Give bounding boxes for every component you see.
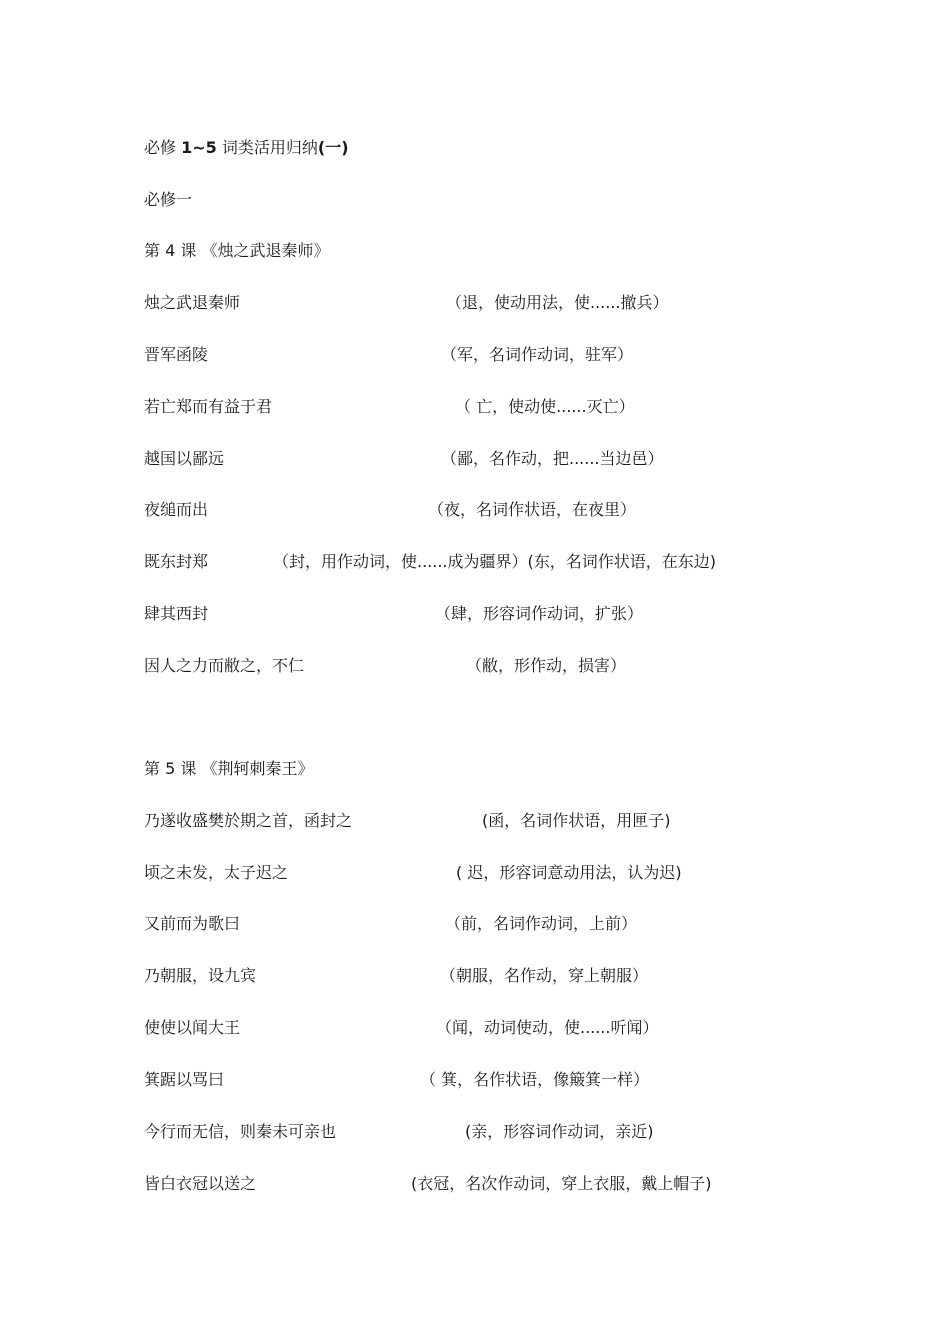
example-sentence: 越国以鄙远 — [144, 449, 225, 468]
example-explanation: （军，名词作动词，驻军） — [441, 345, 634, 364]
example-sentence: 烛之武退秦师 — [144, 293, 241, 312]
example-sentence: 使使以闻大王 — [144, 1018, 241, 1037]
example-sentence: 乃朝服，设九宾 — [144, 966, 257, 985]
title-prefix: 必修 — [144, 138, 177, 157]
example-sentence: 既东封郑 — [144, 552, 209, 571]
example-sentence: 又前而为歌曰 — [144, 914, 241, 933]
lesson-heading: 第 4 课 《烛之武退秦师》 — [144, 241, 330, 260]
example-explanation: （肆，形容词作动词，扩张） — [435, 604, 644, 623]
book-heading: 必修一 — [144, 190, 193, 209]
example-sentence: 乃遂收盛樊於期之首，函封之 — [144, 811, 353, 830]
example-explanation: （闻，动词使动，使......听闻） — [436, 1018, 659, 1037]
example-sentence: 顷之未发，太子迟之 — [144, 863, 289, 882]
example-explanation: （敝，形作动，损害） — [466, 656, 627, 675]
example-sentence: 晋军函陵 — [144, 345, 209, 364]
title-suffix: (一) — [317, 138, 349, 157]
example-sentence: 夜缒而出 — [144, 500, 209, 519]
example-sentence: 若亡郑而有益于君 — [144, 397, 273, 416]
title-range: 1~5 — [181, 138, 217, 157]
example-sentence: 因人之力而敝之，不仁 — [144, 656, 305, 675]
example-sentence: 今行而无信，则秦未可亲也 — [144, 1122, 337, 1141]
example-explanation: (亲，形容词作动词，亲近) — [465, 1122, 654, 1141]
document-title — [144, 137, 349, 159]
example-sentence: 肆其西封 — [144, 604, 209, 623]
title-middle: 词类活用归纳 — [221, 138, 318, 157]
example-explanation: （朝服，名作动，穿上朝服） — [440, 966, 649, 985]
example-explanation: （前，名词作动词，上前） — [445, 914, 638, 933]
example-explanation: （夜，名词作状语，在夜里） — [428, 500, 637, 519]
example-explanation: （封，用作动词，使......成为疆界）(东，名词作状语，在东边) — [273, 552, 717, 571]
example-explanation: （ 亡，使动使......灭亡） — [455, 397, 635, 416]
example-explanation: (函，名词作状语，用匣子) — [482, 811, 671, 830]
example-explanation: （退，使动用法，使......撤兵） — [446, 293, 669, 312]
example-sentence: 皆白衣冠以送之 — [144, 1174, 257, 1193]
lesson-heading: 第 5 课 《荆轲刺秦王》 — [144, 759, 314, 778]
example-sentence: 箕踞以骂曰 — [144, 1070, 225, 1089]
example-explanation: （鄙，名作动，把......当边邑） — [441, 449, 664, 468]
example-explanation: (衣冠，名次作动词，穿上衣服，戴上帽子) — [411, 1174, 712, 1193]
example-explanation: ( 迟，形容词意动用法，认为迟) — [456, 863, 682, 882]
example-explanation: （ 箕，名作状语，像簸箕一样） — [420, 1070, 650, 1089]
